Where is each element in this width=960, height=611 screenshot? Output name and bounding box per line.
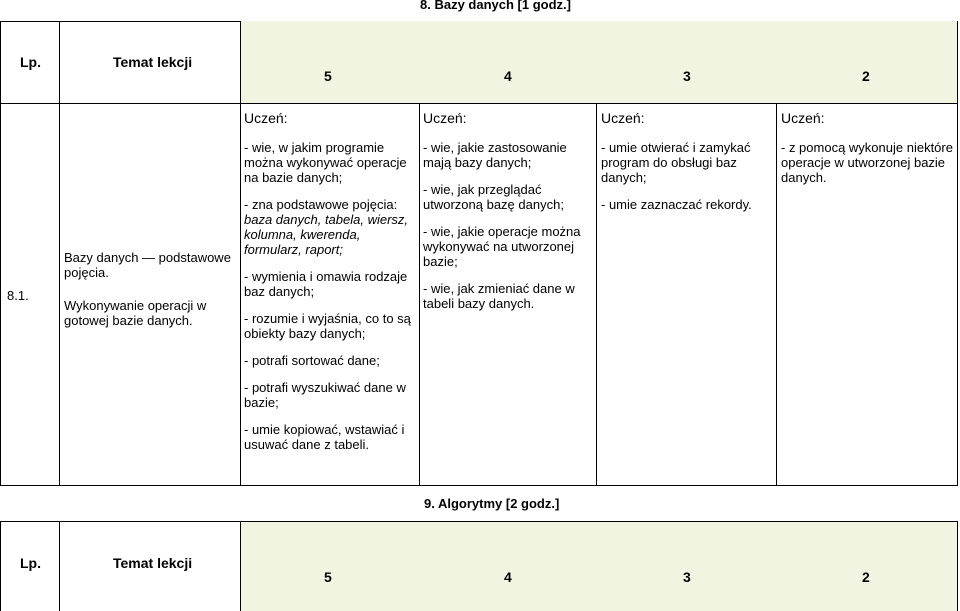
section-title: 8. Bazy danych [1 godz.]	[420, 0, 571, 12]
topic-line-1: Bazy danych — podstawowe pojęcia.	[64, 250, 231, 280]
grade-5-item: - potrafi sortować dane;	[244, 353, 380, 368]
grade-3-item: - umie zaznaczać rekordy.	[601, 197, 752, 212]
grade-3-item: - umie otwierać i zamykać program do obsługi baz danych;	[601, 140, 751, 185]
grade-5-item: - zna podstawowe pojęcia:	[244, 197, 398, 212]
grade-2-cell	[781, 111, 953, 197]
grade-5-item: - potrafi wyszukiwać dane w bazie;	[244, 380, 406, 410]
header-grade-3-2: 3	[683, 569, 691, 585]
header-grade-2: 2	[862, 68, 870, 84]
grade-header-bg	[240, 21, 958, 103]
header-lp-2: Lp.	[20, 555, 41, 571]
grade-3-cell	[601, 111, 773, 224]
grade-4-heading: Uczeń:	[423, 110, 467, 126]
grade-5-item: - umie kopiować, wstawiać i usuwać dane z tabeli.	[244, 422, 405, 452]
header-grade-3: 3	[683, 68, 691, 84]
grade-5-item: - wymienia i omawia rodzaje baz danych;	[244, 269, 408, 299]
row-topic	[64, 250, 236, 328]
header-grade-2-2: 2	[862, 569, 870, 585]
header-grade-4-2: 4	[504, 569, 512, 585]
header-topic: Temat lekcji	[113, 54, 193, 70]
grade-5-heading: Uczeń:	[244, 110, 288, 126]
row-number: 8.1.	[7, 288, 29, 303]
topic-line-2: Wykonywanie operacji w gotowej bazie danych.	[64, 298, 207, 328]
grade-2-heading: Uczeń:	[781, 110, 825, 126]
grade-4-item: - wie, jakie operacje można wykonywać na utworzonej bazie;	[423, 224, 581, 269]
grade-3-heading: Uczeń:	[601, 110, 645, 126]
grade-5-item: - rozumie i wyjaśnia, co to są obiekty bazy danych;	[244, 311, 411, 341]
grade-4-cell	[423, 111, 593, 323]
section-title-2: 9. Algorytmy [2 godz.]	[424, 496, 560, 511]
header-topic-2: Temat lekcji	[113, 555, 193, 571]
header-lp: Lp.	[20, 54, 41, 70]
grade-5-item-terms: baza danych, tabela, wiersz, kolumna, kwerenda, formularz, raport;	[244, 212, 409, 257]
grade-4-item: - wie, jak zmieniać dane w tabeli bazy danych.	[423, 281, 575, 311]
grade-5-item: - wie, w jakim programie można wykonywać operacje na bazie danych;	[244, 140, 407, 185]
grade-header-bg-2	[240, 521, 958, 611]
header-grade-4: 4	[504, 68, 512, 84]
grade-4-item: - wie, jak przeglądać utworzoną bazę danych;	[423, 182, 564, 212]
grade-5-cell	[244, 111, 416, 464]
header-grade-5: 5	[324, 68, 332, 84]
header-grade-5-2: 5	[324, 569, 332, 585]
grade-4-item: - wie, jakie zastosowanie mają bazy danych;	[423, 140, 567, 170]
grade-2-item: - z pomocą wykonuje niektóre operacje w utworzonej bazie danych.	[781, 140, 953, 185]
